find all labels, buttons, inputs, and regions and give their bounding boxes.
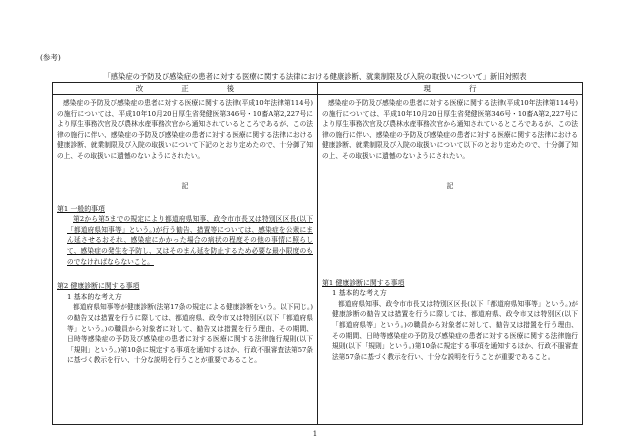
page-number: 1 [312,430,318,438]
header-revised: 改正後 [53,83,318,95]
revised-ki: 記 [181,181,189,190]
header-current: 現行 [318,83,583,95]
revised-column [53,95,318,425]
current-intro: 感染症の予防及び感染症の患者に対する医療に関する法律(平成10年法律第114号)の施行については、平成10年10月20日厚生省発健医第346号・10畜A第2,227号により厚生事務次官及び農林水産事務次官から通知されているところであるが、この法律の施行に伴い、感染症の予防及び感染症の患者に対する医療に関する法律における健康診断、就業制限及び入院の取扱いについて以下のとおり定めたので、十分御了知の上、その取扱いに遺憾のないようにされたい。 [322,99,578,160]
revised-intro: 感染症の予防及び感染症の患者に対する医療に関する法律(平成10年法律第114号)の施行については、平成10年10月20日厚生省発健医第346号・10畜A第2,227号により厚生事務次官及び農林水産事務次官から通知されているところであるが、この法律の施行に伴い、感染症の予防及び感染症の患者に対する医療に関する法律における健康診断、就業制限及び入院の取扱いについて下記のとおり定めたので、十分御了知の上、その取扱いに遺憾のないようにされたい。 [57,99,313,160]
comparison-table [52,82,583,425]
reference-label: (参考) [40,53,61,62]
current-sec2-heading: 第1 健康診断に関する事項 [322,278,405,287]
document-title: 「感染症の予防及び感染症の患者に対する医療に関する法律における健康診断、就業制限及び入院の取扱いについて」新旧対照表 [103,72,527,81]
revised-sec1-heading: 第1 一般的事項 [57,204,105,213]
current-sec2-body: 都道府県知事、政令市市長又は特別区区長(以下「都道府県知事等」という。)が健康診断の勧告又は措置を行うに際しては、都道府県、政令市又は特別区(以下「都道府県等」という。)の職員から対象者に対して、勧告又は措置を行う理由、その期間、日時等感染症の予防及び感染症の患者に対する医療に関する法律施行規則(以下「規則」という。)第10条に規定する事項を通知するほか、行政不服審査法第57条に基づく教示を行い、十分な説明を行うことが重要であること。 [332,299,578,361]
table-body-row [53,95,583,425]
current-column [318,95,583,425]
revised-sec2-body: 都道府県知事等が健康診断(法第17条の規定による健康診断をいう。以下同じ。)の勧告又は措置を行うに際しては、都道府県、政令市又は特別区(以下「都道府県等」という。)の職員から対象者に対して、勧告又は措置を行う理由、その期間、日時等感染症の予防及び感染症の患者に対する医療に関する法律施行規則(以下「規則」という。)第10条に規定する事項を通知するほか、行政不服審査法第57条に基づく教示を行い、十分な説明を行うことが重要であること。 [67,303,313,365]
current-ki: 記 [446,181,454,190]
current-sec2-sub: 1 基本的な考え方 [332,289,387,298]
table-header-row [53,83,583,95]
revised-sec1-body: 第2から第5までの規定により都道府県知事、政令市市長又は特別区区長(以下「都道府県知事等」という。)が行う勧告、措置等については、感染症を公衆にまん延させるおそれ、感染症にかかった場合の病状の程度その他の事情に照らして、感染症の発生を予防し、又はそのまん延を防止するため必要な最小限度のものでなければならないこと。 [67,215,313,266]
revised-sec2-heading: 第2 健康診断に関する事項 [57,282,140,291]
revised-sec2-sub: 1 基本的な考え方 [67,292,122,301]
